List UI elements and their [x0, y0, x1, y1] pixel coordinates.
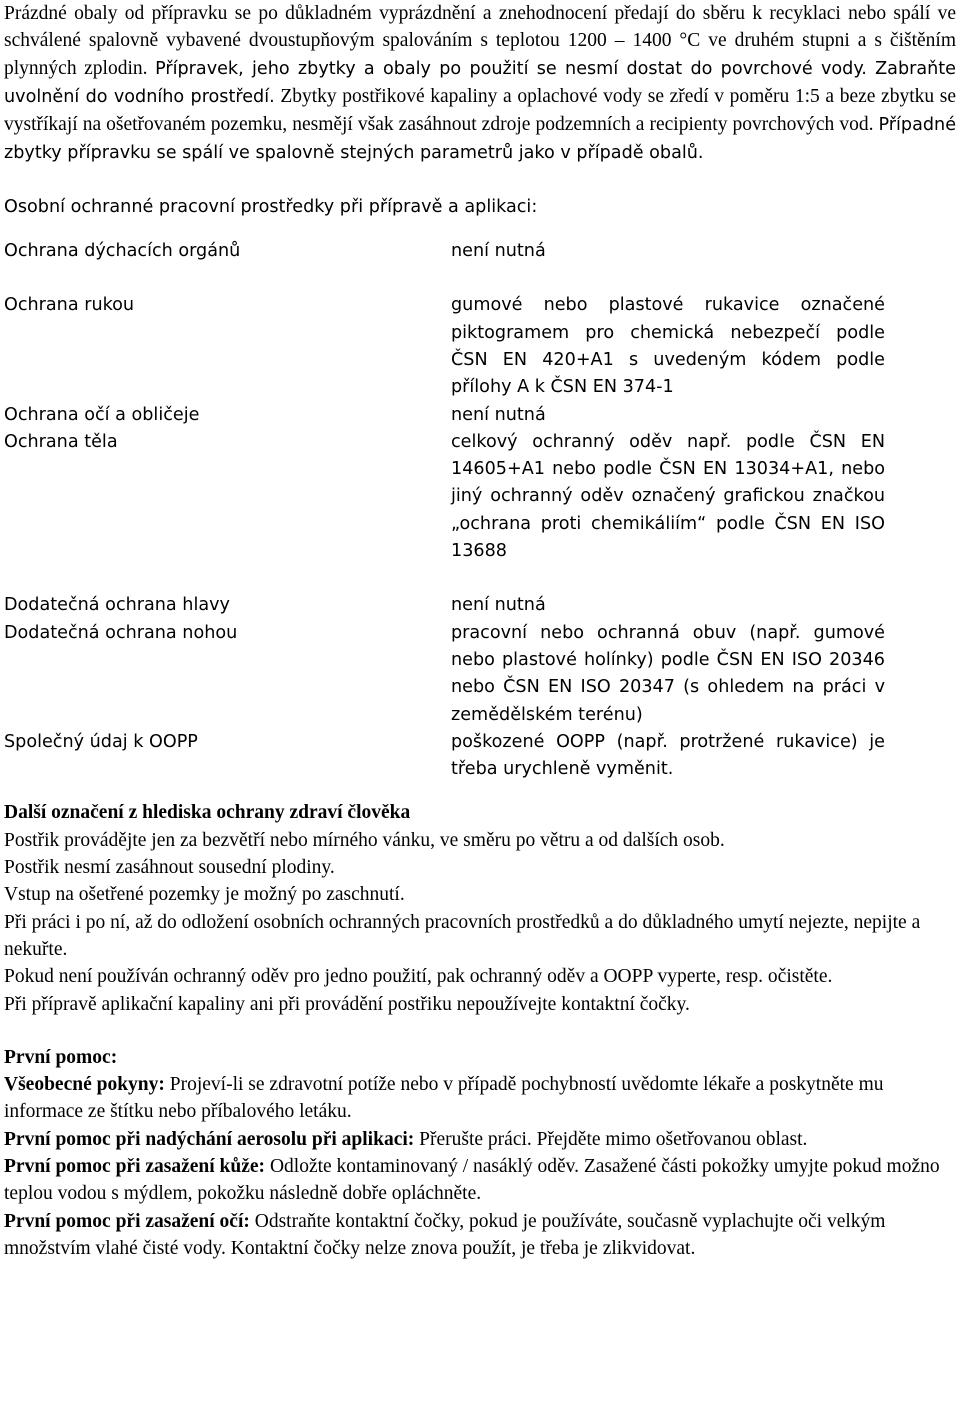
ppe-body-label: Ochrana těla [4, 431, 118, 452]
ppe-spacer [4, 565, 451, 592]
ppe-heading: Osobní ochranné pracovní prostředky při přípravě a aplikaci: [4, 196, 538, 217]
disposal-sentence-water: Přípravek, jeho zbytky a obaly po použití se nesmí dostat do povrchové vody. Zabraňte uvolnění do vodního prostředí. [4, 58, 956, 107]
first-aid-general [4, 1071, 956, 1126]
first-aid-skin-text: Odložte kontaminovaný / nasáklý oděv. Zasažené části pokožky umyjte pokud možno teplou vodou s mýdlem, pokožku následně dobře opláchněte. [4, 1155, 940, 1205]
disposal-sentence-spray-residue: Zbytky postřikové kapaliny a oplachové vody se zředí v poměru 1:5 a beze zbytku se vystříkají na ošetřovaném pozemku, nesmějí však zasáhnout zdroje podzemních a recipienty povrchových vod. [4, 85, 956, 136]
first-aid-inhalation-label: První pomoc při nadýchání aerosolu při aplikaci: [4, 1128, 415, 1150]
first-aid-inhalation [4, 1126, 956, 1153]
first-aid-general-label: Všeobecné pokyny: [4, 1074, 165, 1096]
health-line: Vstup na ošetřené pozemky je možný po zaschnutí. [4, 884, 405, 906]
ppe-head-value: není nutná [451, 595, 546, 616]
first-aid-inhalation-text: Přerušte práci. Přejděte mimo ošetřovanou oblast. [414, 1128, 808, 1150]
ppe-table [4, 238, 956, 783]
first-aid-eyes-label: První pomoc při zasažení očí: [4, 1210, 250, 1232]
health-section-title: Další označení z hlediska ochrany zdraví člověka [4, 802, 411, 824]
health-line: Pokud není používán ochranný oděv pro jedno použití, pak ochranný oděv a OOPP vyperte, resp. očistěte. [4, 966, 833, 988]
disposal-sentence-packaging: Prázdné obaly od přípravku se po důkladném vyprázdnění a znehodnocení předají do sběru k recyklaci nebo spálí ve schválené spalovně vybavené dvoustupňovým spalováním s teplotou 1200 – 1400 °C ve druhém stupni a s čištěním plynných zplodin. [4, 3, 956, 79]
ppe-feet-label: Dodatečná ochrana nohou [4, 622, 238, 643]
disposal-sentence-product-residue: Případné zbytky přípravku se spálí ve spalovně stejných parametrů jako v případě obalů. [4, 115, 957, 164]
first-aid-eyes-text: Odstraňte kontaktní čočky, pokud je používáte, současně vyplachujte oči velkým množstvím vlahé čisté vody. Kontaktní čočky nelze znova použít, je třeba je zlikvidovat. [4, 1210, 886, 1259]
health-lines [4, 827, 956, 1018]
first-aid-skin-label: První pomoc při zasažení kůže: [4, 1155, 266, 1177]
health-line: Postřik provádějte jen za bezvětří nebo mírného vánku, ve směru po větru a od dalších osob. [4, 829, 725, 851]
first-aid-title: První pomoc: [4, 1046, 118, 1068]
ppe-eyes-value: není nutná [451, 404, 546, 425]
health-line: Postřik nesmí zasáhnout sousední plodiny. [4, 857, 335, 879]
ppe-spacer [451, 265, 885, 292]
ppe-body-value: celkový ochranný oděv např. podle ČSN EN 14605+A1 nebo podle ČSN EN 13034+A1, nebo jiný ochranný oděv označený grafickou značkou „ochrana proti chemikáliím“ podle ČSN EN ISO 13688 [451, 431, 885, 562]
ppe-common-value: poškozené OOPP (např. protržené rukavice) je třeba urychleně vyměnit. [451, 731, 885, 780]
ppe-eyes-label: Ochrana očí a obličeje [4, 404, 200, 425]
ppe-spacer [4, 265, 451, 292]
ppe-feet-value: pracovní nebo ochranná obuv (např. gumové nebo plastové holínky) podle ČSN EN ISO 20346 nebo ČSN EN ISO 20347 (s ohledem na práci v zemědělském terénu) [451, 622, 885, 725]
health-line: Při práci i po ní, až do odložení osobních ochranných pracovních prostředků a do důkladného umytí nejezte, nepijte a nekuřte. [4, 911, 921, 960]
ppe-hands-value: gumové nebo plastové rukavice označené piktogramem pro chemická nebezpečí podle ČSN EN 420+A1 s uvedeným kódem podle přílohy A k ČSN EN 374-1 [451, 295, 885, 398]
first-aid-eyes [4, 1208, 956, 1263]
ppe-common-label: Společný údaj k OOPP [4, 731, 198, 752]
ppe-head-label: Dodatečná ochrana hlavy [4, 595, 230, 616]
ppe-respiratory-value: není nutná [451, 241, 546, 262]
ppe-spacer [451, 565, 885, 592]
ppe-respiratory-label: Ochrana dýchacích orgánů [4, 241, 241, 262]
first-aid-skin [4, 1153, 956, 1208]
first-aid-general-text: Projeví-li se zdravotní potíže nebo v případě pochybností uvědomte lékaře a poskytněte mu informace ze štítku nebo příbalového letáku. [4, 1074, 884, 1123]
disposal-paragraph [4, 0, 956, 168]
health-line: Při přípravě aplikační kapaliny ani při provádění postřiku nepoužívejte kontaktní čočky. [4, 993, 690, 1015]
ppe-hands-label: Ochrana rukou [4, 295, 135, 316]
